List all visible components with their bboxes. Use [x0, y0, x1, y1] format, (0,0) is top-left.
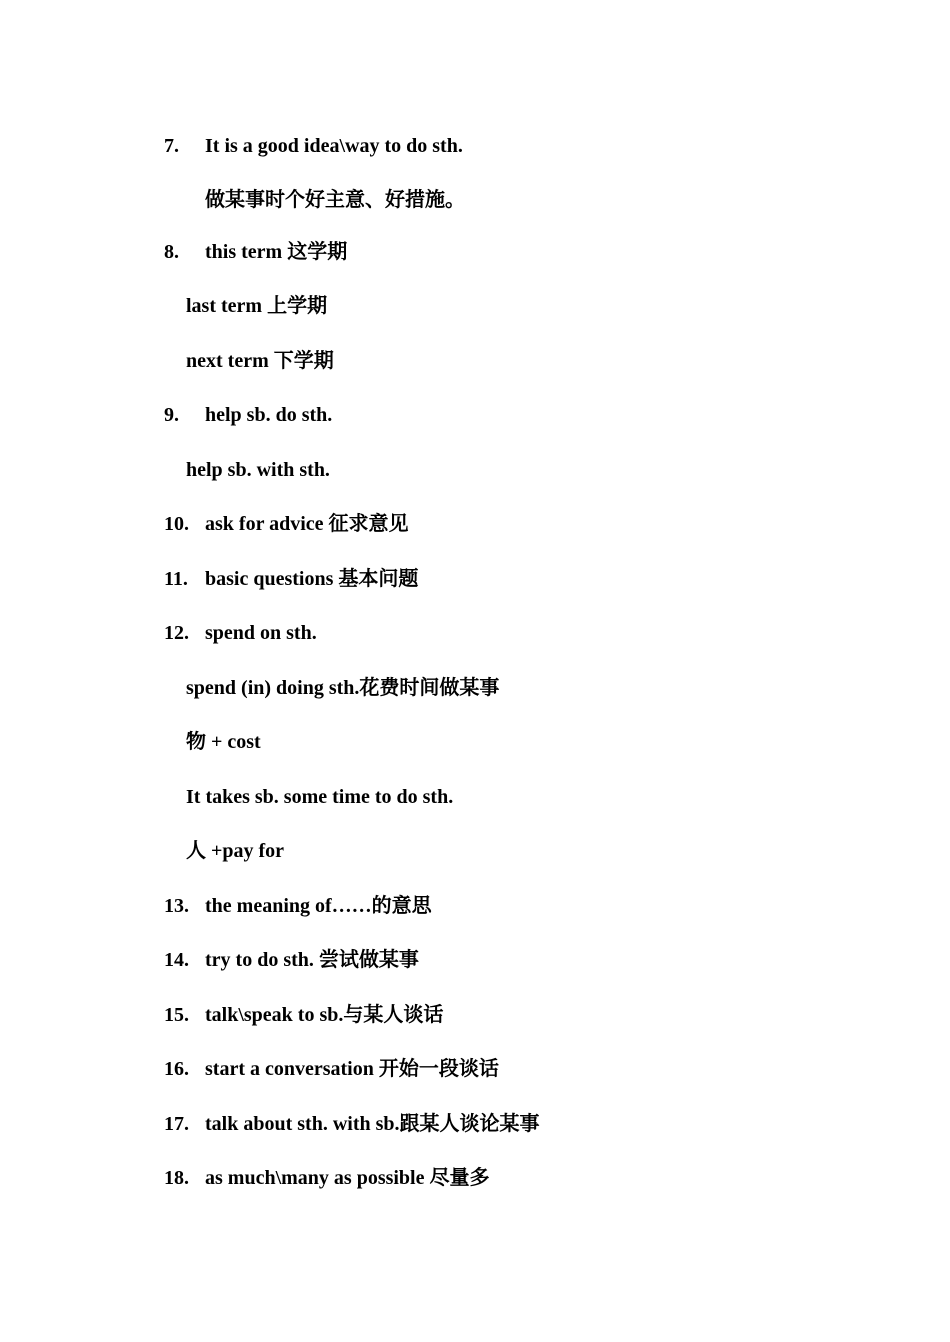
- item-subtext: last term 上学期: [186, 295, 328, 317]
- item-text: the meaning of……的意思: [205, 895, 432, 917]
- item-text: It is a good idea\way to do sth.: [205, 135, 463, 157]
- item-subtext: next term 下学期: [186, 350, 334, 372]
- item-text: talk about sth. with sb.跟某人谈论某事: [205, 1113, 540, 1135]
- item-number: 17.: [164, 1113, 189, 1135]
- item-subtext: spend (in) doing sth.花费时间做某事: [186, 677, 500, 699]
- item-subtext: It takes sb. some time to do sth.: [186, 786, 454, 808]
- item-number: 9.: [164, 404, 179, 426]
- item-text: talk\speak to sb.与某人谈话: [205, 1004, 444, 1026]
- item-number: 14.: [164, 949, 189, 971]
- item-text: start a conversation 开始一段谈话: [205, 1058, 499, 1080]
- item-number: 10.: [164, 513, 189, 535]
- item-translation: 做某事时个好主意、好措施。: [205, 189, 465, 211]
- item-subtext: 人 +pay for: [186, 840, 285, 862]
- item-text: as much\many as possible 尽量多: [205, 1167, 490, 1189]
- item-text: this term 这学期: [205, 241, 348, 263]
- item-text: ask for advice 征求意见: [205, 513, 409, 535]
- item-number: 18.: [164, 1167, 189, 1189]
- item-text: spend on sth.: [205, 622, 317, 644]
- item-number: 7.: [164, 135, 179, 157]
- item-number: 13.: [164, 895, 189, 917]
- item-text: basic questions 基本问题: [205, 568, 419, 590]
- item-number: 15.: [164, 1004, 189, 1026]
- item-text: help sb. do sth.: [205, 404, 333, 426]
- item-subtext: 物 + cost: [186, 731, 261, 753]
- item-number: 16.: [164, 1058, 189, 1080]
- item-number: 12.: [164, 622, 189, 644]
- item-subtext: help sb. with sth.: [186, 459, 330, 481]
- item-number: 11.: [164, 568, 188, 590]
- item-number: 8.: [164, 241, 179, 263]
- item-text: try to do sth. 尝试做某事: [205, 949, 419, 971]
